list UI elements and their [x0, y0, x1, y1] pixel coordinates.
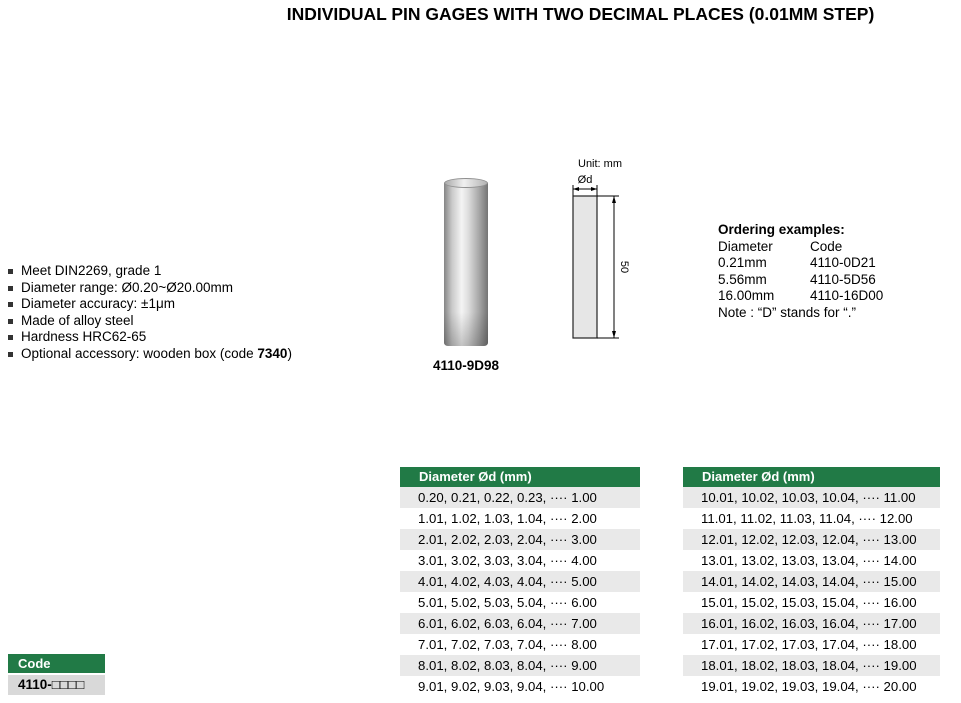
ordering-col-code: Code [810, 238, 843, 254]
table-row: 12.01, 12.02, 12.03, 12.04, ···· 13.00 [683, 529, 940, 550]
table-row: 15.01, 15.02, 15.03, 15.04, ···· 16.00 [701, 595, 917, 610]
table-row: 7.01, 7.02, 7.03, 7.04, ···· 8.00 [418, 637, 597, 652]
pin-side-view [573, 196, 597, 338]
feature-item [8, 313, 292, 330]
table-row: 3.01, 3.02, 3.03, 3.04, ···· 4.00 [418, 553, 597, 568]
feature-item [8, 346, 292, 363]
table-row: 5.01, 5.02, 5.03, 5.04, ···· 6.00 [418, 595, 597, 610]
feature-text: Optional accessory: wooden box (code 7340) [21, 345, 292, 361]
ordering-row: 5.56mm 4110-5D56 [718, 271, 876, 287]
table-row: 9.01, 9.02, 9.03, 9.04, ···· 10.00 [418, 679, 605, 694]
pin-gage-photo [444, 178, 488, 346]
table-row: 1.01, 1.02, 1.03, 1.04, ···· 2.00 [418, 511, 597, 526]
table-header: Diameter Ød (mm) [683, 467, 940, 487]
feature-item [8, 263, 292, 280]
page-title: INDIVIDUAL PIN GAGES WITH TWO DECIMAL PLACES (0.01MM STEP) [286, 4, 875, 24]
square-bullet-icon [8, 269, 13, 274]
feature-list [8, 263, 292, 362]
feature-text: Hardness HRC62-65 [21, 329, 147, 344]
feature-item [8, 329, 292, 346]
table-row: 10.01, 10.02, 10.03, 10.04, ···· 11.00 [683, 487, 940, 508]
ordering-header-row [718, 239, 948, 256]
feature-text: Meet DIN2269, grade 1 [21, 263, 162, 278]
square-bullet-icon [8, 302, 13, 307]
table-row: 14.01, 14.02, 14.03, 14.04, ···· 15.00 [683, 571, 940, 592]
pin-shadow [444, 312, 488, 346]
square-bullet-icon [8, 335, 13, 340]
diameter-dim-label: Ød [577, 174, 593, 186]
table-row: 16.01, 16.02, 16.03, 16.04, ···· 17.00 [683, 613, 940, 634]
table-row: 18.01, 18.02, 18.03, 18.04, ···· 19.00 [683, 655, 940, 676]
table-row: 0.20, 0.21, 0.22, 0.23, ···· 1.00 [400, 487, 640, 508]
dim-arrow-right [591, 187, 597, 191]
code-box-header: Code [8, 654, 105, 673]
feature-text: Made of alloy steel [21, 312, 134, 328]
diameter-table-2 [683, 467, 940, 697]
dim-arrow-down [612, 331, 616, 338]
table-body [400, 487, 640, 697]
diameter-table-1 [400, 467, 640, 697]
ordering-examples [718, 222, 948, 321]
table-body [683, 487, 940, 697]
technical-drawing [565, 158, 645, 358]
ordering-row: 16.00mm 4110-16D00 [718, 288, 884, 303]
product-model-label: 4110-9D98 [432, 358, 500, 373]
length-dim-label: 50 [618, 260, 630, 274]
table-row: 13.01, 13.02, 13.03, 13.04, ···· 14.00 [701, 553, 917, 568]
feature-item [8, 296, 292, 313]
table-header: Diameter Ød (mm) [400, 467, 640, 487]
dim-arrow-left [573, 187, 579, 191]
code-box [8, 654, 105, 695]
table-row: 17.01, 17.02, 17.03, 17.04, ···· 18.00 [701, 637, 917, 652]
table-row: 4.01, 4.02, 4.03, 4.04, ···· 5.00 [400, 571, 640, 592]
feature-item [8, 280, 292, 297]
unit-label: Unit: mm [578, 158, 622, 170]
accessory-code: 7340 [257, 345, 288, 361]
feature-text: Diameter range: Ø0.20~Ø20.00mm [21, 279, 233, 295]
table-row: 6.01, 6.02, 6.03, 6.04, ···· 7.00 [400, 613, 640, 634]
square-bullet-icon [8, 319, 13, 324]
table-row: 2.01, 2.02, 2.03, 2.04, ···· 3.00 [400, 529, 640, 550]
code-box-value: 4110-□□□□ [8, 675, 105, 695]
table-row: 8.01, 8.02, 8.03, 8.04, ···· 9.00 [400, 655, 640, 676]
table-row: 19.01, 19.02, 19.03, 19.04, ···· 20.00 [701, 679, 917, 694]
feature-text: Diameter accuracy: ±1μm [21, 296, 175, 311]
table-row: 11.01, 11.02, 11.03, 11.04, ···· 12.00 [701, 511, 913, 526]
ordering-note: Note : “D” stands for “.” [718, 304, 857, 320]
square-bullet-icon [8, 352, 13, 357]
square-bullet-icon [8, 286, 13, 291]
ordering-heading: Ordering examples: [718, 222, 845, 237]
pin-top-face [444, 178, 488, 188]
dimension-drawing [565, 172, 635, 358]
ordering-col-diameter: Diameter [718, 238, 773, 254]
ordering-row: 0.21mm 4110-0D21 [718, 255, 876, 270]
dim-arrow-up [612, 196, 616, 203]
